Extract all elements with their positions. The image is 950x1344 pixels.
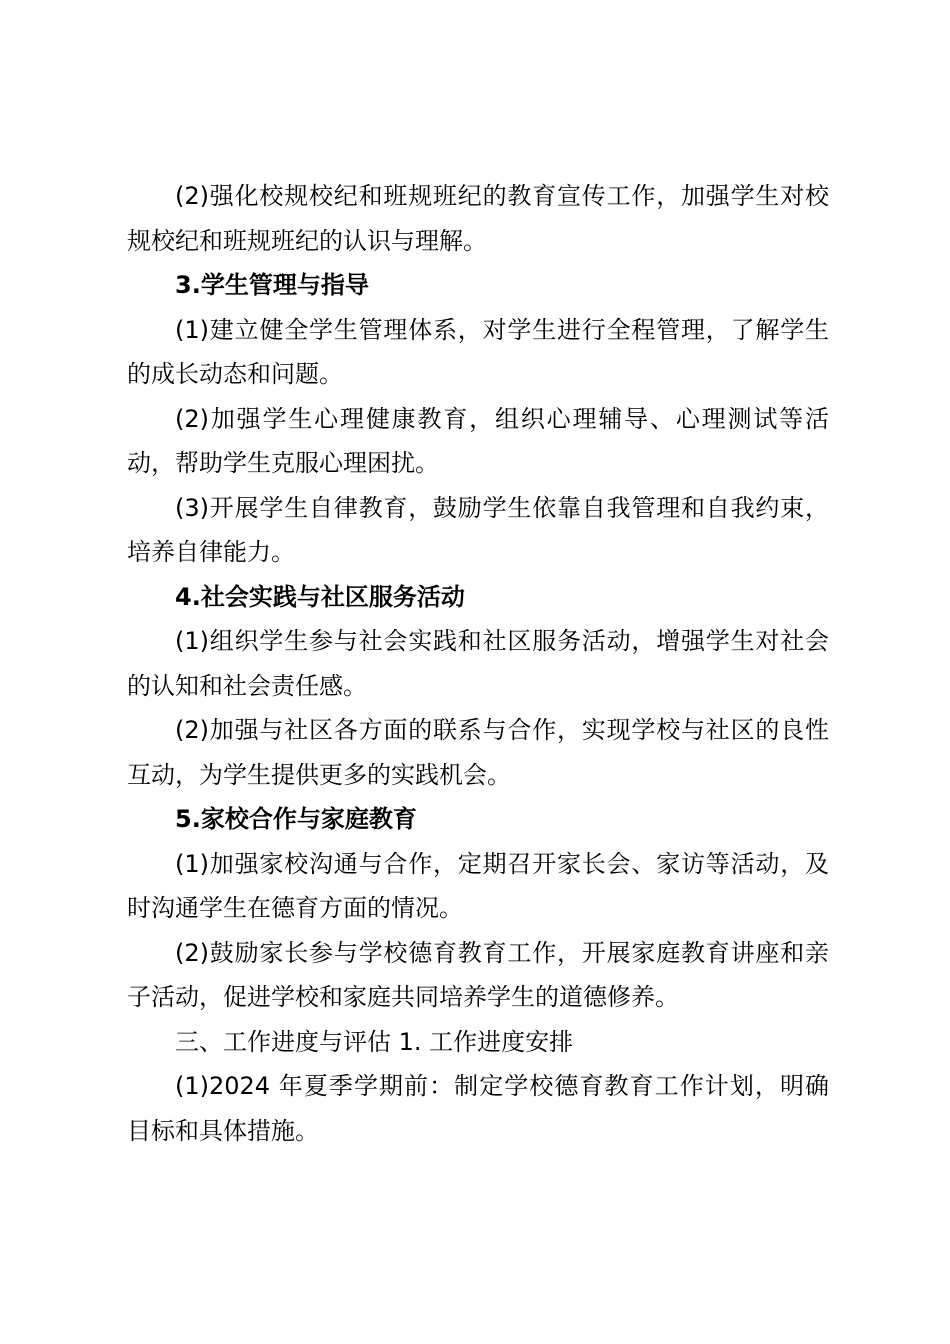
section-heading-home-school: 5.家校合作与家庭教育 [175, 805, 417, 833]
paragraph-progress-heading: 三、工作进度与评估 1. 工作进度安排 [175, 1027, 574, 1056]
document-body [127, 174, 829, 1153]
paragraph-rules-publicity: (2)强化校规校纪和班规班纪的教育宣传工作，加强学生对校规校纪和班规班纪的认识与理解。 [127, 182, 829, 255]
paragraph-schedule-item: (1)2024 年夏季学期前：制定学校德育教育工作计划，明确目标和具体措施。 [127, 1072, 829, 1145]
paragraph-mental-health: (2)加强学生心理健康教育，组织心理辅导、心理测试等活动，帮助学生克服心理困扰。 [127, 404, 829, 477]
paragraph-parent-participation: (2)鼓励家长参与学校德育教育工作，开展家庭教育讲座和亲子活动，促进学校和家庭共同培养学生的道德修养。 [127, 938, 829, 1011]
section-heading-social-practice: 4.社会实践与社区服务活动 [175, 582, 465, 611]
section-heading-student-management: 3.学生管理与指导 [175, 271, 369, 299]
paragraph-management-system: (1)建立健全学生管理体系，对学生进行全程管理，了解学生的成长动态和问题。 [127, 315, 829, 388]
paragraph-community-service: (1)组织学生参与社会实践和社区服务活动，增强学生对社会的认知和社会责任感。 [127, 627, 829, 700]
paragraph-self-discipline: (3)开展学生自律教育，鼓励学生依靠自我管理和自我约束，培养自律能力。 [127, 493, 829, 566]
paragraph-community-cooperation: (2)加强与社区各方面的联系与合作，实现学校与社区的良性互动，为学生提供更多的实践机会。 [127, 716, 829, 789]
paragraph-home-school-communication: (1)加强家校沟通与合作，定期召开家长会、家访等活动，及时沟通学生在德育方面的情况。 [127, 849, 829, 922]
